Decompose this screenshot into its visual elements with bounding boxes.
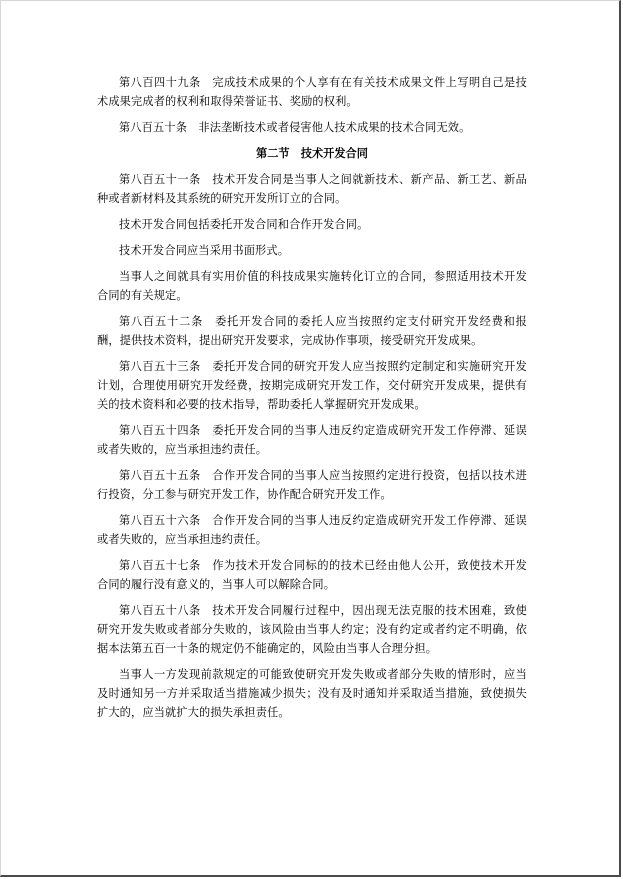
article-852: 第八百五十二条 委托开发合同的委托人应当按照约定支付研究开发经费和报酬，提供技术资料，提出研究开发要求，完成协作事项，接受研究开发成果。 (97, 315, 527, 347)
article-850: 第八百五十条 非法垄断技术或者侵害他人技术成果的技术合同无效。 (119, 121, 471, 134)
article-853: 第八百五十三条 委托开发合同的研究开发人应当按照约定制定和实施研究开发计划，合理使用研究开发经费，按期完成研究开发工作，交付研究开发成果，提供有关的技术资料和必要的技术指导，帮助委托人掌握研究开发成果。 (97, 360, 527, 411)
article-851-paragraph-4: 当事人之间就具有实用价值的科技成果实施转化订立的合同，参照适用技术开发合同的有关规定。 (97, 270, 527, 302)
article-854: 第八百五十四条 委托开发合同的当事人违反约定造成研究开发工作停滞、延误或者失败的，应当承担违约责任。 (97, 424, 527, 456)
article-856: 第八百五十六条 合作开发合同的当事人违反约定造成研究开发工作停滞、延误或者失败的，应当承担违约责任。 (97, 514, 527, 546)
article-851: 第八百五十一条 技术开发合同是当事人之间就新技术、新产品、新工艺、新品种或者新材料及其系统的研究开发所订立的合同。 (97, 173, 527, 205)
article-855: 第八百五十五条 合作开发合同的当事人应当按照约定进行投资，包括以技术进行投资，分工参与研究开发工作，协作配合研究开发工作。 (97, 469, 527, 501)
article-858-paragraph-2: 当事人一方发现前款规定的可能致使研究开发失败或者部分失败的情形时，应当及时通知另一方并采取适当措施减少损失；没有及时通知并采取适当措施，致使损失扩大的，应当就扩大的损失承担责任。 (97, 668, 527, 719)
document-body (97, 73, 527, 729)
article-849: 第八百四十九条 完成技术成果的个人享有在有关技术成果文件上写明自己是技术成果完成者的权利和取得荣誉证书、奖励的权利。 (97, 76, 527, 108)
section-heading: 第二节 技术开发合同 (256, 147, 368, 160)
article-851-paragraph-2: 技术开发合同包括委托开发合同和合作开发合同。 (119, 218, 369, 231)
article-851-paragraph-3: 技术开发合同应当采用书面形式。 (119, 244, 290, 257)
article-857: 第八百五十七条 作为技术开发合同标的的技术已经由他人公开，致使技术开发合同的履行没有意义的，当事人可以解除合同。 (97, 559, 527, 591)
article-858: 第八百五十八条 技术开发合同履行过程中，因出现无法克服的技术困难，致使研究开发失败或者部分失败的，该风险由当事人约定；没有约定或者约定不明确，依据本法第五百一十条的规定仍不能确定的，风险由当事人合理分担。 (97, 604, 527, 655)
